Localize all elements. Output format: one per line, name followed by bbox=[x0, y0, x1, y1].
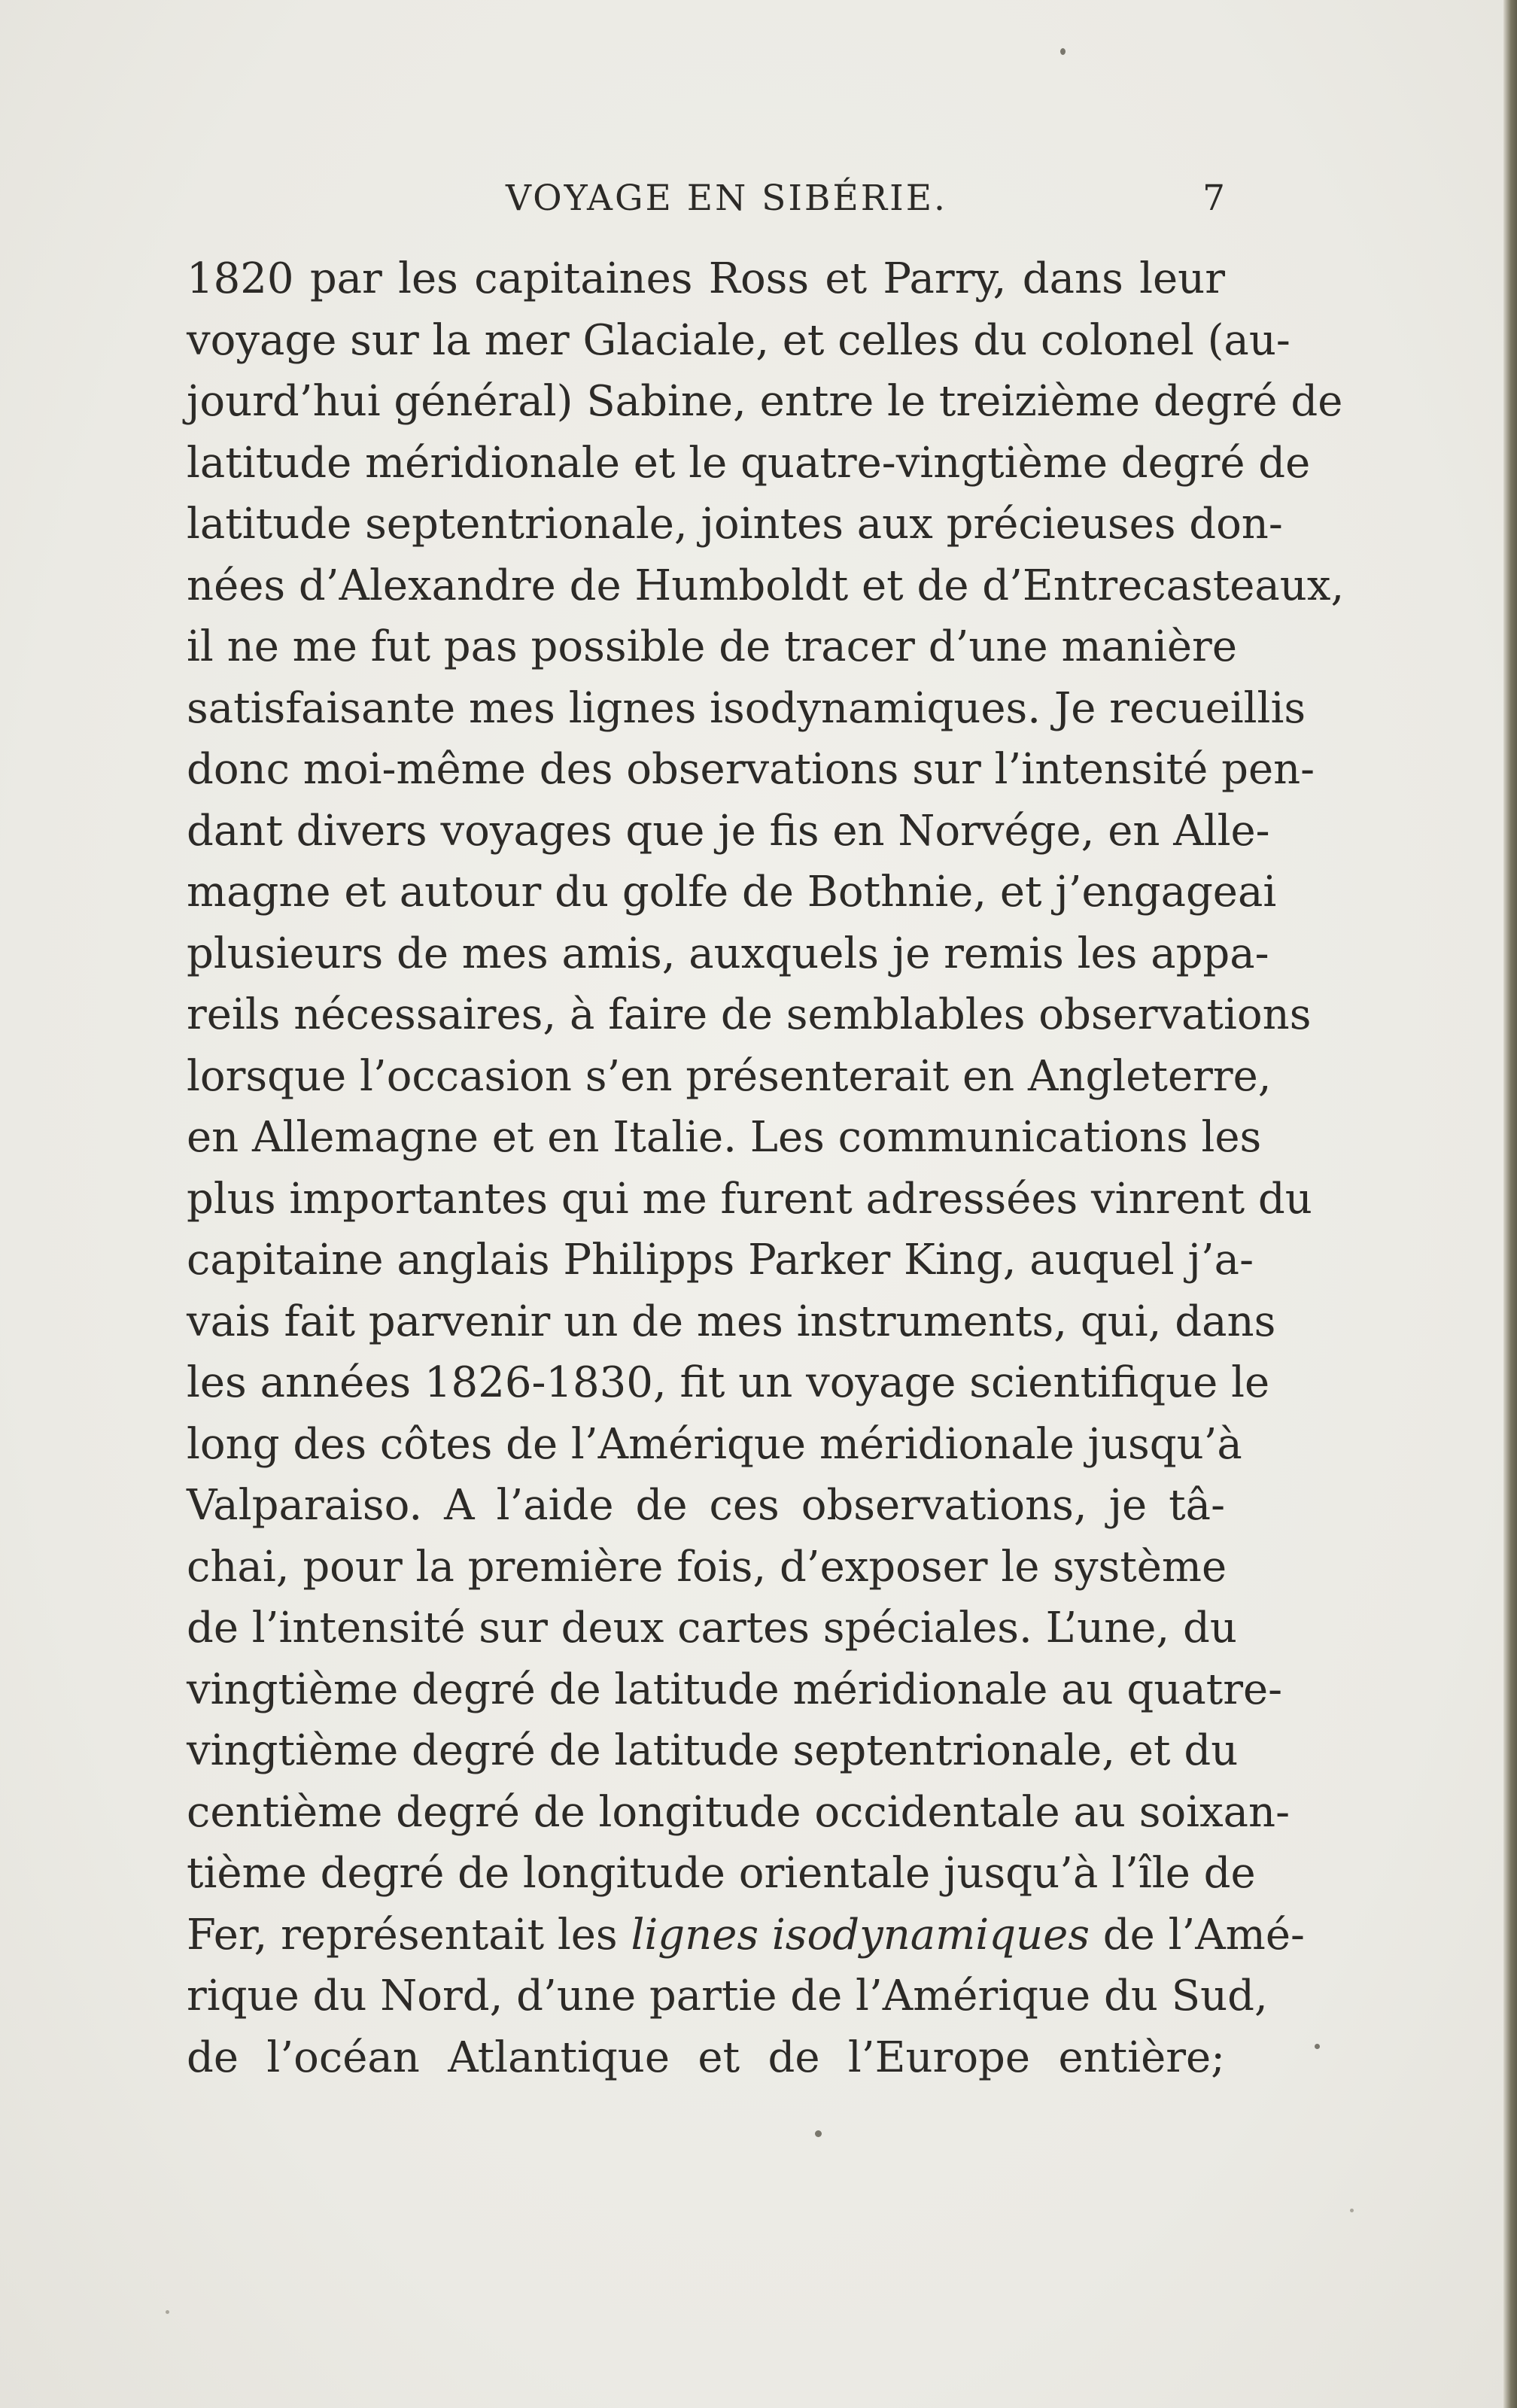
paper-speck bbox=[166, 2310, 169, 2314]
text-line: nées d’Alexandre de Humboldt et de d’Entrecasteaux, bbox=[187, 561, 1345, 610]
body-text bbox=[187, 248, 1345, 2088]
text-line: reils nécessaires, à faire de semblables observations bbox=[187, 990, 1312, 1039]
paper-speck bbox=[1350, 2209, 1354, 2212]
text-line: rique du Nord, d’une partie de l’Amérique du Sud, bbox=[187, 1972, 1268, 2020]
text-line: magne et autour du golfe de Bothnie, et j’engageai bbox=[187, 868, 1277, 917]
text-line: Valparaiso. A l’aide de ces observations, je tâ- bbox=[187, 1481, 1225, 1530]
text-line: long des côtes de l’Amérique méridionale jusqu’à bbox=[187, 1419, 1242, 1469]
italic-term: lignes isodynamiques bbox=[631, 1910, 1090, 1960]
text-line: chai, pour la première fois, d’exposer le système bbox=[187, 1542, 1227, 1592]
page-number: 7 bbox=[1202, 178, 1225, 219]
text-line: jourd’hui général) Sabine, entre le treizième degré de bbox=[187, 377, 1343, 426]
text-line: latitude septentrionale, jointes aux précieuses don- bbox=[187, 500, 1283, 549]
page-header bbox=[187, 178, 1225, 230]
text-line: de l’océan Atlantique et de l’Europe entière; bbox=[187, 2033, 1225, 2082]
text-line: lorsque l’occasion s’en présenterait en Angleterre, bbox=[187, 1051, 1272, 1101]
text-line: centième degré de longitude occidentale au soixan- bbox=[187, 1787, 1291, 1837]
text-line: les années 1826-1830, fit un voyage scientifique le bbox=[187, 1358, 1270, 1407]
text-line: vais fait parvenir un de mes instruments, qui, dans bbox=[187, 1297, 1276, 1346]
text-line: tième degré de longitude orientale jusqu’à l’île de bbox=[187, 1849, 1256, 1898]
paper-speck bbox=[815, 2130, 822, 2137]
text-line: plus importantes qui me furent adressées vinrent du bbox=[187, 1174, 1312, 1224]
paper-speck bbox=[1315, 2044, 1320, 2049]
text-line: dant divers voyages que je fis en Norvége, en Alle- bbox=[187, 806, 1270, 856]
text-line bbox=[187, 1905, 1305, 1966]
text-line: vingtième degré de latitude méridionale au quatre- bbox=[187, 1665, 1283, 1714]
text-line: voyage sur la mer Glaciale, et celles du colonel (au- bbox=[187, 315, 1291, 365]
text-line: vingtième degré de latitude septentrionale, et du bbox=[187, 1726, 1239, 1775]
text-line: il ne me fut pas possible de tracer d’une manière bbox=[187, 622, 1237, 671]
text-segment: de l’Amé- bbox=[1090, 1910, 1305, 1960]
page-binding-edge bbox=[1503, 0, 1517, 2408]
text-segment: Fer, représentait les bbox=[187, 1910, 631, 1960]
paper-speck bbox=[1060, 48, 1066, 55]
text-line: donc moi-même des observations sur l’intensité pen- bbox=[187, 745, 1315, 794]
running-title: VOYAGE EN SIBÉRIE. bbox=[506, 178, 947, 219]
text-line: satisfaisante mes lignes isodynamiques. Je recueillis bbox=[187, 683, 1306, 733]
text-line: latitude méridionale et le quatre-vingtième degré de bbox=[187, 438, 1311, 488]
text-line: en Allemagne et en Italie. Les communications les bbox=[187, 1113, 1262, 1162]
text-line: capitaine anglais Philipps Parker King, auquel j’a- bbox=[187, 1236, 1254, 1285]
text-line: 1820 par les capitaines Ross et Parry, dans leur bbox=[187, 254, 1225, 303]
text-line: plusieurs de mes amis, auxquels je remis les appa- bbox=[187, 929, 1269, 978]
text-line: de l’intensité sur deux cartes spéciales. L’une, du bbox=[187, 1604, 1237, 1652]
